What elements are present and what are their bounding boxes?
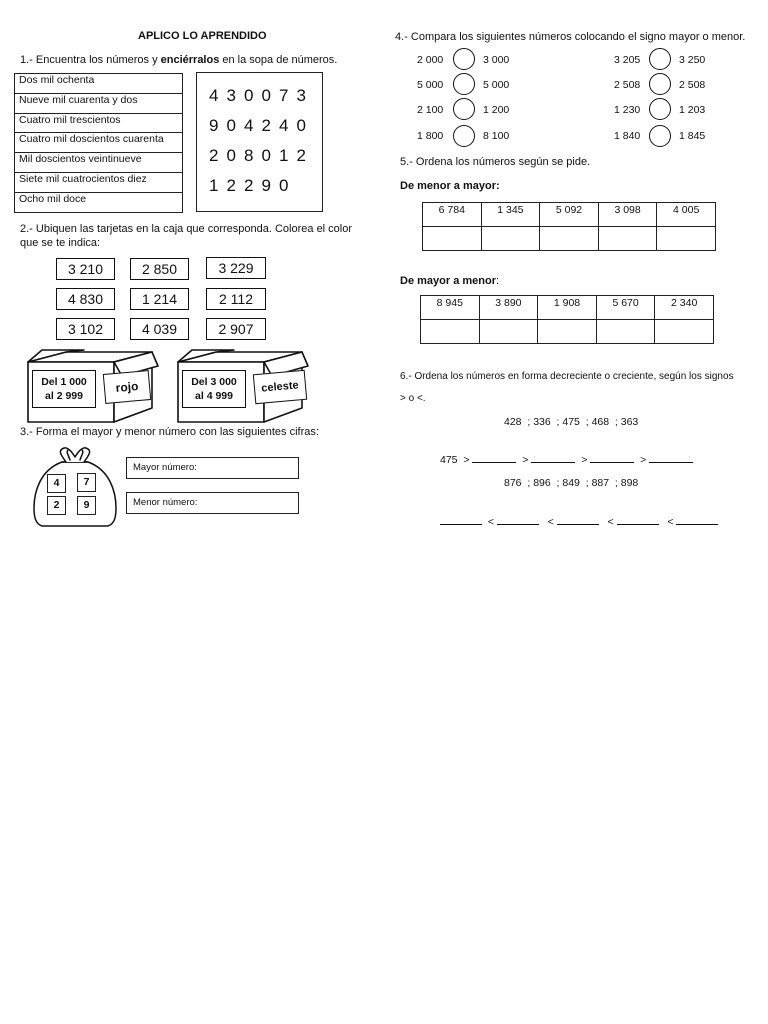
answer-blank[interactable] <box>617 514 659 525</box>
digit-card: 4 <box>47 474 66 493</box>
soup-digit[interactable]: 9 <box>261 176 271 195</box>
soup-digit[interactable]: 1 <box>279 146 289 165</box>
answer-cell[interactable] <box>596 320 655 344</box>
number-card[interactable]: 3 102 <box>56 318 115 340</box>
soup-digit[interactable]: 3 <box>226 86 236 105</box>
description-item: Ocho mil doce <box>19 192 87 205</box>
compare-right-number: 3 000 <box>483 54 510 66</box>
soup-row <box>209 86 314 106</box>
answer-blank[interactable] <box>676 514 718 525</box>
descending-answer-line: 475 > > > > <box>440 452 693 466</box>
soup-digit[interactable]: 8 <box>244 146 254 165</box>
soup-digit[interactable]: 4 <box>209 86 219 105</box>
compare-sign-circle[interactable] <box>453 73 475 95</box>
soup-row <box>209 176 297 196</box>
bag-illustration <box>30 444 120 530</box>
answer-blank[interactable] <box>557 514 599 525</box>
number-set-2: 876 ; 896 ; 849 ; 887 ; 898 <box>504 477 639 489</box>
soup-row <box>209 116 314 136</box>
menor-numero-field[interactable]: Menor número: <box>126 492 299 514</box>
number-card[interactable]: 4 039 <box>130 318 189 340</box>
table-cell: 5 670 <box>596 296 655 320</box>
compare-left-number: 2 508 <box>614 79 641 91</box>
description-item: Nueve mil cuarenta y dos <box>15 94 182 114</box>
box-blue-color-tag: celeste <box>253 370 307 404</box>
soup-digit[interactable]: 7 <box>279 86 289 105</box>
compare-left-number: 1 840 <box>614 130 641 142</box>
box-red-color-tag: rojo <box>103 370 151 404</box>
number-card[interactable]: 3 210 <box>56 258 115 280</box>
answer-blank[interactable] <box>531 452 575 463</box>
answer-blank[interactable] <box>649 452 693 463</box>
number-card[interactable]: 2 850 <box>130 258 189 280</box>
answer-cell[interactable] <box>423 227 482 251</box>
soup-digit[interactable]: 2 <box>296 146 306 165</box>
compare-right-number: 3 250 <box>679 54 706 66</box>
compare-left-number: 2 000 <box>417 54 444 66</box>
description-item: Dos mil ochenta <box>15 74 182 94</box>
soup-digit[interactable]: 0 <box>296 116 306 135</box>
soup-digit[interactable]: 0 <box>244 86 254 105</box>
soup-digit[interactable]: 0 <box>226 116 236 135</box>
order-descending-table <box>420 295 714 344</box>
soup-digit[interactable]: 2 <box>244 176 254 195</box>
box-red-range-label: Del 1 000 al 2 999 <box>32 370 96 408</box>
soup-digit[interactable]: 4 <box>279 116 289 135</box>
compare-right-number: 8 100 <box>483 130 510 142</box>
question-4-heading: 4.- Compara los siguientes números colocando el signo mayor o menor. <box>395 31 746 43</box>
description-item: Siete mil cuatrocientos diez <box>15 173 182 193</box>
table-cell: 6 784 <box>423 203 482 227</box>
question-5-heading: 5.- Ordena los números según se pide. <box>400 156 591 168</box>
box-blue-range-label: Del 3 000 al 4 999 <box>182 370 246 408</box>
answer-blank[interactable] <box>440 514 482 525</box>
answer-cell[interactable] <box>421 320 480 344</box>
answer-cell[interactable] <box>655 320 714 344</box>
table-cell: 8 945 <box>421 296 480 320</box>
table-cell: 3 890 <box>479 296 538 320</box>
ascending-answer-line: < < < < <box>440 514 718 528</box>
order-ascending-label: De menor a mayor: <box>400 180 500 192</box>
compare-sign-circle[interactable] <box>453 125 475 147</box>
compare-right-number: 1 845 <box>679 130 706 142</box>
soup-digit[interactable]: 0 <box>226 146 236 165</box>
answer-cell[interactable] <box>598 227 657 251</box>
compare-sign-circle[interactable] <box>649 73 671 95</box>
compare-sign-circle[interactable] <box>649 125 671 147</box>
answer-cell[interactable] <box>538 320 597 344</box>
order-descending-label: De mayor a menor: <box>400 275 500 287</box>
table-cell: 1 345 <box>481 203 540 227</box>
digit-card: 7 <box>77 473 96 492</box>
soup-digit[interactable]: 3 <box>296 86 306 105</box>
compare-sign-circle[interactable] <box>453 98 475 120</box>
compare-left-number: 3 205 <box>614 54 641 66</box>
soup-digit[interactable]: 1 <box>209 176 219 195</box>
soup-digit[interactable]: 4 <box>244 116 254 135</box>
answer-blank[interactable] <box>497 514 539 525</box>
number-card[interactable]: 4 830 <box>56 288 115 310</box>
compare-left-number: 1 800 <box>417 130 444 142</box>
page-title: APLICO LO APRENDIDO <box>138 30 267 42</box>
soup-digit[interactable]: 0 <box>261 146 271 165</box>
question-6-heading: 6.- Ordena los números en forma decreciente o creciente, según los signos <box>400 371 734 382</box>
description-item: Cuatro mil doscientos cuarenta <box>15 133 182 153</box>
compare-right-number: 2 508 <box>679 79 706 91</box>
compare-sign-circle[interactable] <box>649 48 671 70</box>
number-soup-grid <box>196 72 323 212</box>
question-6-heading-cont: > o <. <box>400 393 426 404</box>
answer-cell[interactable] <box>657 227 716 251</box>
table-cell: 5 092 <box>540 203 599 227</box>
number-card[interactable]: 2 907 <box>206 318 266 340</box>
compare-left-number: 2 100 <box>417 104 444 116</box>
answer-cell[interactable] <box>479 320 538 344</box>
number-card[interactable]: 1 214 <box>130 288 189 310</box>
description-item: Cuatro mil trescientos <box>15 114 182 134</box>
question-2-heading: 2.- Ubiquen las tarjetas en la caja que corresponda. Colorea el color <box>20 223 353 235</box>
number-descriptions-box <box>14 73 183 213</box>
compare-right-number: 1 200 <box>483 104 510 116</box>
description-item: Mil doscientos veintinueve <box>15 153 182 173</box>
soup-digit[interactable]: 0 <box>279 176 289 195</box>
soup-digit[interactable]: 0 <box>261 86 271 105</box>
compare-sign-circle[interactable] <box>453 48 475 70</box>
soup-digit[interactable]: 2 <box>209 146 219 165</box>
compare-right-number: 1 203 <box>679 104 706 116</box>
number-card[interactable]: 2 112 <box>206 288 266 310</box>
table-cell: 1 908 <box>538 296 597 320</box>
answer-cell[interactable] <box>540 227 599 251</box>
soup-row <box>209 146 314 166</box>
answer-cell[interactable] <box>481 227 540 251</box>
soup-digit[interactable]: 2 <box>261 116 271 135</box>
table-cell: 2 340 <box>655 296 714 320</box>
compare-left-number: 1 230 <box>614 104 641 116</box>
mayor-numero-field[interactable]: Mayor número: <box>126 457 299 479</box>
compare-right-number: 5 000 <box>483 79 510 91</box>
soup-digit[interactable]: 9 <box>209 116 219 135</box>
compare-left-number: 5 000 <box>417 79 444 91</box>
table-cell: 3 098 <box>598 203 657 227</box>
question-2-heading-cont: que se te indica: <box>20 237 101 249</box>
digit-card: 2 <box>47 496 66 515</box>
question-3-heading: 3.- Forma el mayor y menor número con las siguientes cifras: <box>20 426 319 438</box>
digit-card: 9 <box>77 496 96 515</box>
soup-digit[interactable]: 2 <box>226 176 236 195</box>
question-1-heading: 1.- Encuentra los números y enciérralos en la sopa de números. <box>20 54 338 66</box>
table-cell: 4 005 <box>657 203 716 227</box>
answer-blank[interactable] <box>472 452 516 463</box>
answer-blank[interactable] <box>590 452 634 463</box>
number-card[interactable]: 3 229 <box>206 257 266 279</box>
compare-sign-circle[interactable] <box>649 98 671 120</box>
order-ascending-table <box>422 202 716 251</box>
number-set-1: 428 ; 336 ; 475 ; 468 ; 363 <box>504 416 639 428</box>
